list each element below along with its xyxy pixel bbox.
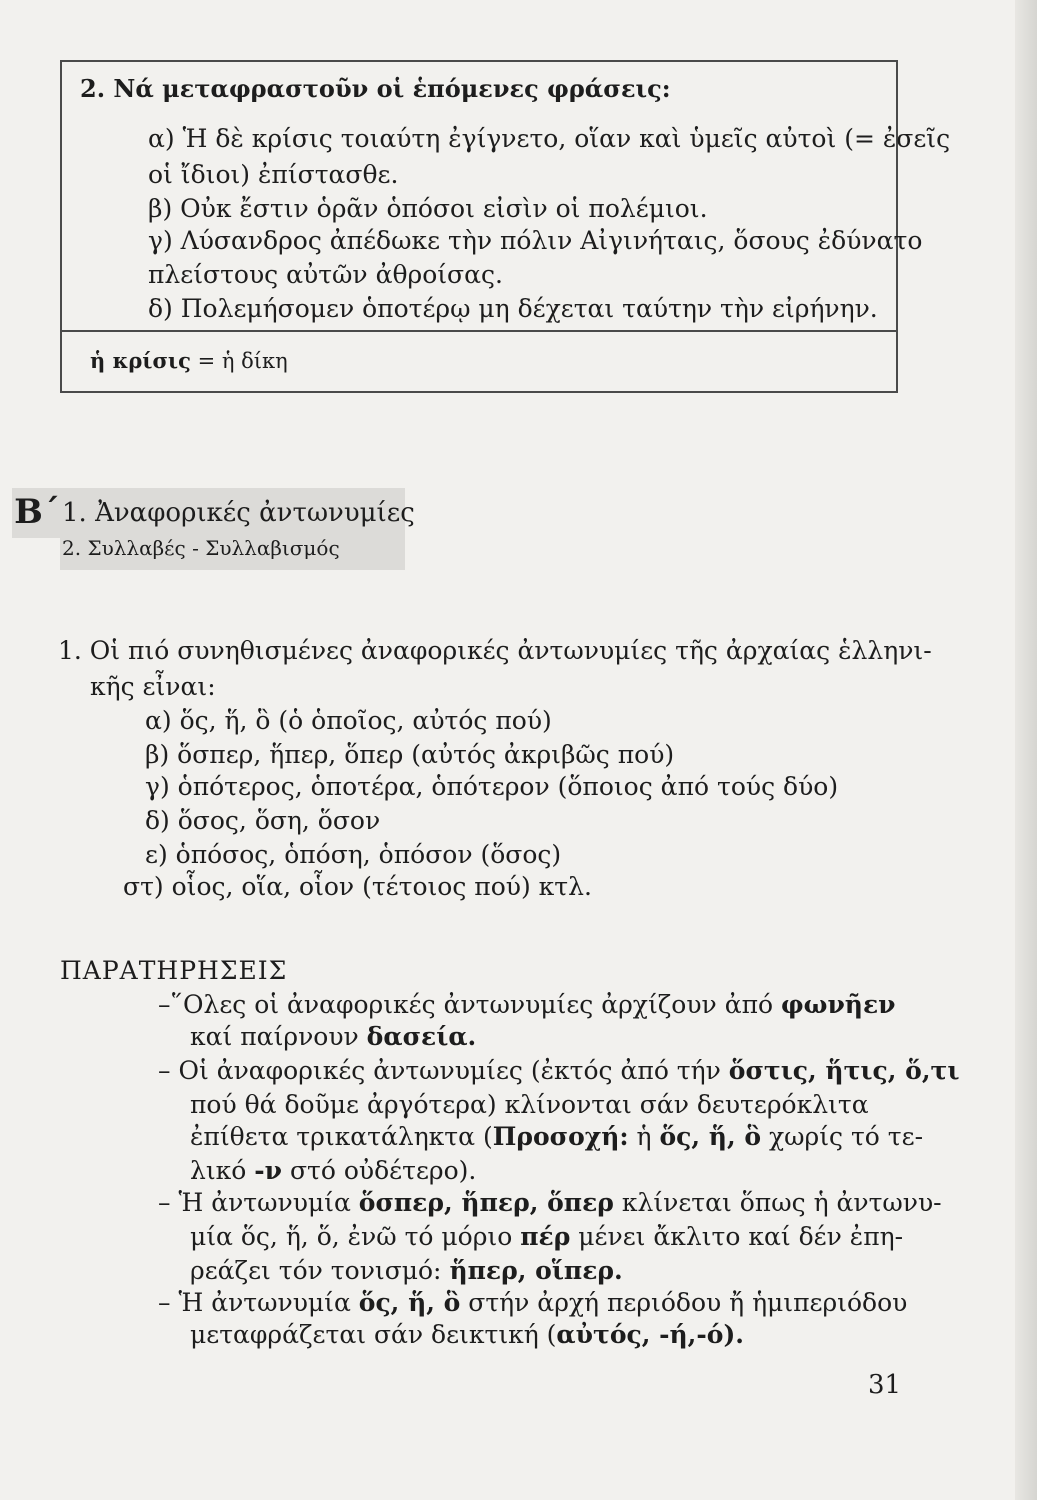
pronoun-item: δ) ὅσος, ὅση, ὅσον bbox=[145, 806, 381, 835]
box-divider bbox=[62, 330, 896, 332]
remark-line: – Οἱ ἀναφορικές ἀντωνυμίες (ἐκτός ἀπό τήν ὅστις, ἥτις, ὅ,τι bbox=[158, 1056, 960, 1085]
intro-line: κῆς εἶναι: bbox=[90, 672, 216, 701]
remark-line: – Ἡ ἀντωνυμία ὅσπερ, ἥπερ, ὅπερ κλίνεται ὅπως ἡ ἀντωνυ- bbox=[158, 1188, 942, 1217]
intro-line: 1. Οἱ πιό συνηθισμένες ἀναφορικές ἀντωνυμίες τῆς ἀρχαίας ἑλληνι- bbox=[58, 636, 932, 665]
exercise-box bbox=[60, 60, 951, 393]
section-topic-1: 1. Ἀναφορικές ἀντωνυμίες bbox=[62, 498, 415, 528]
section-letter: Β΄ bbox=[12, 488, 62, 538]
pronoun-item: γ) ὁπότερος, ὁποτέρα, ὁπότερον (ὅποιος ἀπό τούς δύο) bbox=[145, 772, 839, 801]
page-number: 31 bbox=[868, 1370, 902, 1400]
exercise-line: α) Ἡ δὲ κρίσις τοιαύτη ἐγίγνετο, οἵαν καὶ ὑμεῖς αὐτοὶ (= ἐσεῖς bbox=[148, 124, 951, 153]
gloss-note bbox=[90, 348, 288, 373]
gloss-definition: = ἡ δίκη bbox=[190, 349, 288, 373]
pronoun-item: β) ὅσπερ, ἥπερ, ὅπερ (αὐτός ἀκριβῶς πού) bbox=[145, 740, 675, 769]
remark-line: καί παίρνουν δασεία. bbox=[190, 1022, 477, 1051]
exercise-line: β) Οὐκ ἔστιν ὁρᾶν ὁπόσοι εἰσὶν οἱ πολέμιοι. bbox=[148, 194, 708, 223]
remark-line: –῞Ολες οἱ ἀναφορικές ἀντωνυμίες ἀρχίζουν ἀπό φωνῆεν bbox=[158, 990, 896, 1019]
remark-line: μεταφράζεται σάν δεικτική (αὐτός, -ή,-ό). bbox=[190, 1320, 744, 1349]
remark-line: πού θά δοῦμε ἀργότερα) κλίνονται σάν δευτερόκλιτα bbox=[190, 1090, 869, 1119]
remark-line: ἐπίθετα τρικατάληκτα (Προσοχή: ἡ ὅς, ἥ, ὃ χωρίς τό τε- bbox=[190, 1122, 924, 1151]
exercise-line: δ) Πολεμήσομεν ὁποτέρῳ μη δέχεται ταύτην τὴν εἰρήνην. bbox=[148, 294, 878, 323]
section-topic-2: 2. Συλλαβές - Συλλαβισμός bbox=[62, 536, 340, 560]
page-spine-shadow bbox=[1015, 0, 1037, 1500]
gloss-term: ἡ κρίσις bbox=[90, 348, 191, 373]
remark-line: λικό -ν στό οὐδέτερο). bbox=[190, 1156, 477, 1185]
exercise-line: οἱ ἴδιοι) ἐπίστασθε. bbox=[148, 160, 399, 189]
remark-line: – Ἡ ἀντωνυμία ὅς, ἥ, ὃ στήν ἀρχή περιόδου ἤ ἡμιπεριόδου bbox=[158, 1288, 908, 1317]
pronoun-item: ε) ὁπόσος, ὁπόση, ὁπόσον (ὅσος) bbox=[145, 840, 562, 869]
exercise-line: γ) Λύσανδρος ἀπέδωκε τὴν πόλιν Αἰγινήταις, ὅσους ἐδύνατο bbox=[148, 226, 923, 255]
remark-line: μία ὅς, ἥ, ὅ, ἐνῶ τό μόριο πέρ μένει ἄκλιτο καί δέν ἐπη- bbox=[190, 1222, 904, 1251]
exercise-title: 2. Νά μεταφραστοῦν οἱ ἑπόμενες φράσεις: bbox=[80, 74, 671, 103]
pronoun-item: α) ὅς, ἥ, ὃ (ὁ ὁποῖος, αὐτός πού) bbox=[145, 706, 552, 735]
exercise-line: πλείστους αὐτῶν ἀθροίσας. bbox=[148, 260, 503, 289]
remarks-heading: ΠΑΡΑΤΗΡΗΣΕΙΣ bbox=[60, 956, 288, 985]
remark-line: ρεάζει τόν τονισμό: ἥπερ, οἵπερ. bbox=[190, 1256, 623, 1285]
pronoun-item: στ) οἷος, οἵα, οἷον (τέτοιος πού) κτλ. bbox=[123, 872, 592, 901]
